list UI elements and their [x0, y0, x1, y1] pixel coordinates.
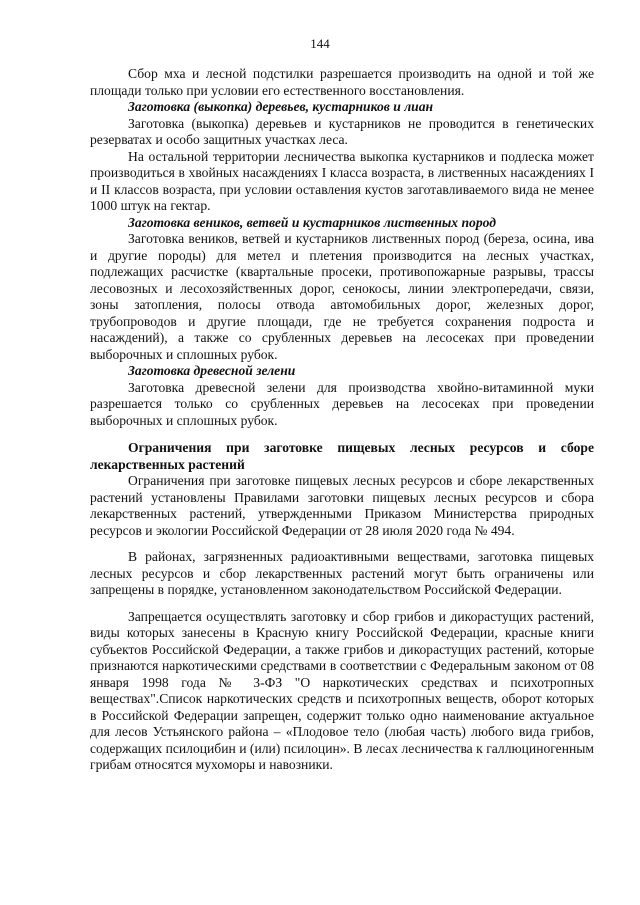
section-heading: Ограничения при заготовке пищевых лесных ресурсов и сборе лекарственных растений: [90, 440, 594, 472]
section-subheading: Заготовка древесной зелени: [128, 363, 296, 378]
paragraph: Сбор мха и лесной подстилки разрешается производить на одной и той же площади только при условии его естественного восстановления.: [90, 66, 594, 98]
paragraph: Заготовка (выкопка) деревьев и кустарников не проводится в генетических резерватах и особо защитных участках леса.: [90, 115, 594, 147]
paragraph: На остальной территории лесничества выкопка кустарников и подлеска может производиться в хвойных насаждениях I класса возраста, в лиственных насаждениях I и II классов возраста, при условии оставления кустов заготавливаемого вида не менее 1000 штук на гектар.: [90, 148, 594, 213]
paragraph: Ограничения при заготовке пищевых лесных ресурсов и сборе лекарственных растений установлены Правилами заготовки пищевых лесных ресурсов и сбора лекарственных растений, утвержденными Приказом Министерства природных ресурсов и экологии Российской Федерации от 28 июля 2020 года № 494.: [90, 473, 594, 538]
section-subheading: Заготовка (выкопка) деревьев, кустарников и лиан: [128, 99, 434, 114]
paragraph: Заготовка веников, ветвей и кустарников лиственных пород (береза, осина, ива и другие породы) для метел и плетения производится на лесных участках, подлежащих расчистке (квартальные просеки, противопожарные разрывы, трассы лесовозных и лесохозяйственных дорог, сенокосы, линии электропередачи, связи, зоны затопления, полосы отвода автомобильных дорог, железных дорог, трубопроводов и другие площади, где не требуется сохранения подроста и насаждений), а также со срубленных деревьев на лесосеках при проведении выборочных и сплошных рубок.: [90, 231, 594, 362]
page-number: 144: [310, 36, 330, 51]
section-subheading: Заготовка веников, ветвей и кустарников лиственных пород: [128, 214, 497, 230]
paragraph: Запрещается осуществлять заготовку и сбор грибов и дикорастущих растений, виды которых занесены в Красную книгу Российской Федерации, красные книги субъектов Российской Федерации, а также грибов и дикорастущих растений, которые признаются наркотическими средствами в соответствии с Федеральным законом от 08 января 1998 года № 3-ФЗ "О наркотических средствах и психотропных веществах".Список наркотических средств и психотропных веществ, оборот которых в Российской Федерации запрещен, содержит только одно наименование актуальное для лесов Устьянского района – «Плодовое тело (любая часть) любого вида грибов, содержащих псилоцибин и (или) псилоцин». В лесах лесничества к галлюциногенным грибам относятся мухоморы и навозники.: [90, 608, 594, 772]
paragraph: В районах, загрязненных радиоактивными веществами, заготовка пищевых лесных ресурсов и сбор лекарственных растений могут быть ограничены или запрещены в порядке, установленном законодательством Российской Федерации.: [90, 549, 594, 597]
paragraph: Заготовка древесной зелени для производства хвойно-витаминной муки разрешается только со срубленных деревьев на лесосеках при проведении выборочных и сплошных рубок.: [90, 379, 594, 428]
document-body: [90, 66, 594, 774]
